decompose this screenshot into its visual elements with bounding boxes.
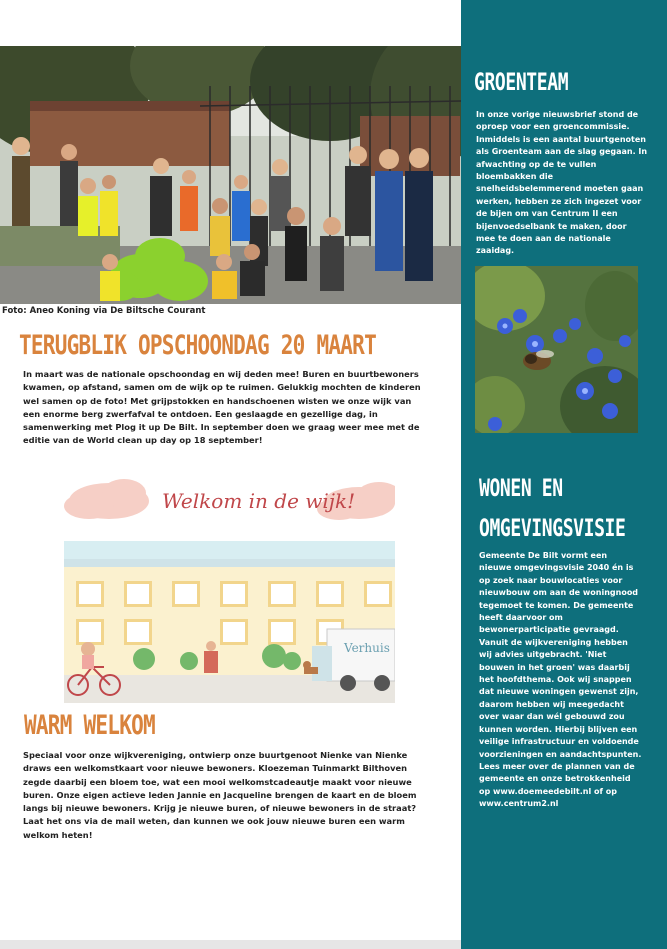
photo-caption: Foto: Aneo Koning via De Biltsche Courant [2,306,206,316]
bee-flower-photo [475,266,638,433]
article-body-warm-welkom: Speciaal voor onze wijkvereniging, ontwierp onze buurtgenoot Nienke van Nienke draws een welkomstkaart voor nieuwe bewoners. Kloezeman Tuinmarkt Bilthoven zegde daarbij een bloem toe, wat een mooi welkomstcadeautje maakt voor nieuwe buren. Onze eigen actieve leden Jannie en Jacqueline brengen de kaart en de bloem langs bij nieuwe bewoners. Krijg je nieuwe buren, of nieuwe bewoners in de straat? Laat het ons via de mail weten, dan kunnen we ook jouw nieuwe buren een warm welkom heten! [23,750,417,840]
sidebar-title-wonen-line2: OMGEVINGSVISIE [479,514,626,542]
group-photo [0,46,461,304]
article-title-opschoondag: TERUGBLIK OPSCHOONDAG 20 MAART [19,330,376,361]
sidebar-title-groenteam: GROENTEAM [474,68,569,96]
page-bottom-edge [0,940,667,949]
sidebar-title-wonen [479,468,625,548]
article-body-opschoondag: In maart was de nationale opschoondag en wij deden mee! Buren en buurtbewoners kwamen, op afstand, samen om de wijk op te ruimen. Gelukkig mochten de kinderen wel samen op de foto! Met grijpstokken en handschoenen wisten we onze wijk van een enorme berg zwerfafval te ontdoen. Een geslaagde en gezellige dag, in samenwerking met Plog it up De Bilt. In september doen we graag weer mee met de editie van de World clean up day op 18 september! [23,369,421,446]
sidebar-body-groenteam: In onze vorige nieuwsbrief stond de oproep voor een groencommissie. Inmiddels is een aantal buurtgenoten als Groenteam aan de slag gegaan. In afwachting op de te vullen bloembakken die snelheidsbelemmerend moeten gaan werken, hebben ze zich ingezet voor de bijen om van Centrum II een bijenvoedselbank te maken, door mee te doen aan de nationale zaaidag. [476,110,648,256]
sidebar-body-wonen: Gemeente De Bilt vormt een nieuwe omgevingsvisie 2040 én is op zoek naar bouwlocaties voor nieuwbouw om aan de woningnood tegemoet te komen. De gemeente heeft daarvoor om bewonerparticipatie gevraagd. Vanuit de wijkvereniging hebben wij advies uitgebracht. 'Niet bouwen in het groen' was daarbij het hoofdthema. Ook wij snappen dat nieuwe woningen gewenst zijn, daarom hebben wij meegedacht over waar dan wél gebouwd zou kunnen worden. Hierbij blijven een veilige infrastructuur en voldoende voorzieningen en aandachtspunten. Lees meer over de plannen van de gemeente en onze betrokkenheid op www.doemeedebilt.nl of op www.centrum2.nl [479,551,642,809]
card-greeting: Welkom in de wijk! [162,489,356,513]
welcome-card-illustration [64,471,395,703]
sidebar-title-wonen-line1: WONEN EN [479,474,563,502]
article-title-warm-welkom: WARM WELKOM [24,710,155,741]
van-label: Verhuis [344,641,390,655]
